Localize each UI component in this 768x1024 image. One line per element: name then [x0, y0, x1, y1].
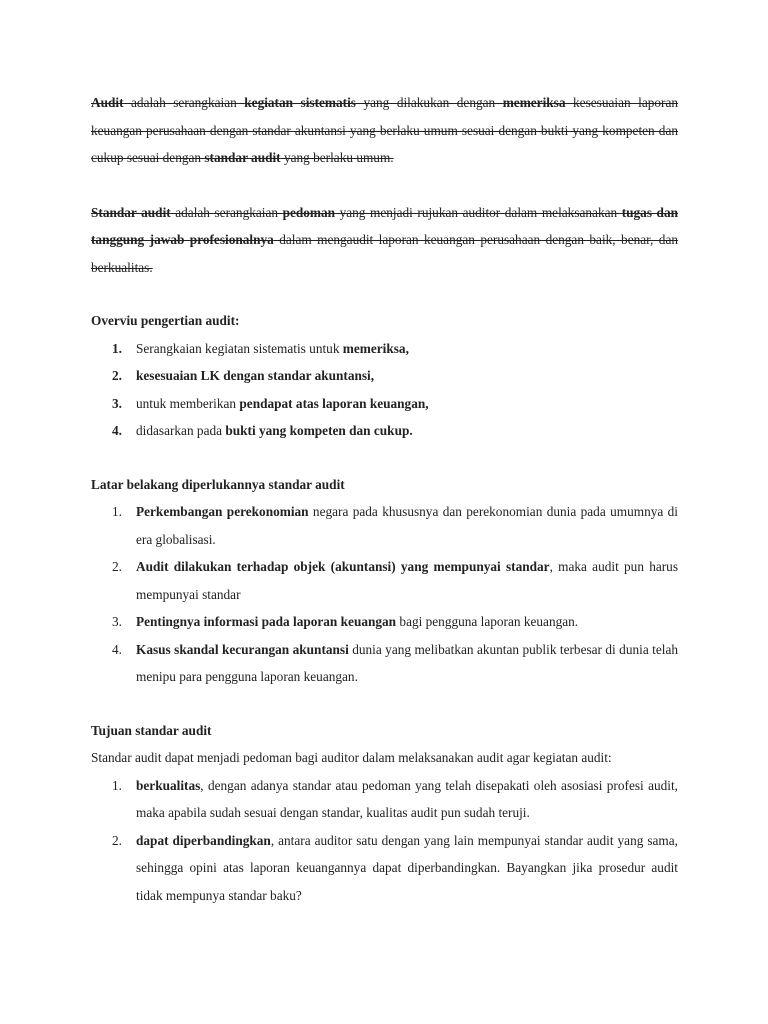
list-number: 4. — [112, 641, 122, 657]
list-number: 1. — [112, 504, 122, 519]
text-run: didasarkan pada — [136, 423, 226, 438]
list-number: 1. — [112, 340, 122, 356]
text-run: bagi pengguna laporan keuangan. — [396, 614, 579, 629]
text-run-bold: Perkembangan perekonomian — [136, 504, 309, 519]
list-item — [91, 498, 678, 553]
term-kegiatan-sistematis: kegiatan sistematis — [244, 95, 356, 110]
text-run-bold: memeriksa, — [342, 340, 409, 356]
term-standar-audit: Standar audit — [91, 204, 171, 220]
list-item — [91, 390, 678, 418]
text-run: yang dilakukan dengan — [355, 95, 503, 110]
tujuan-heading: Tujuan standar audit — [91, 722, 212, 738]
audit-definition-paragraph — [91, 89, 678, 172]
tujuan-list — [91, 772, 678, 910]
text-run-bold: dapat diperbandingkan — [136, 832, 271, 848]
spacer — [91, 281, 678, 307]
tujuan-intro: Standar audit dapat menjadi pedoman bagi auditor dalam melaksanakan audit agar kegiatan audit: — [91, 750, 612, 765]
spacer — [91, 445, 678, 471]
text-run: dunia yang melibatkan akuntan publik terbesar di dunia telah menipu para pengguna laporan keuangan. — [136, 641, 678, 684]
list-number: 3. — [112, 395, 122, 411]
spacer — [91, 691, 678, 717]
text-run: kesesuaian laporan keuangan perusahaan dengan standar akuntansi yang berlaku umum sesuai dengan bukti yang kompeten dan cukup sesuai dengan — [91, 95, 679, 165]
list-item — [91, 827, 678, 910]
text-run: , antara auditor satu dengan yang lain mempunyai standar audit yang sama, sehingga opini atas laporan keuangannya dapat diperbandingkan. Bayangkan jika prosedur audit tidak mempunya standar baku? — [136, 832, 679, 903]
list-item — [91, 608, 678, 636]
list-item — [91, 335, 678, 363]
text-run-bold: berkualitas — [136, 777, 201, 793]
list-item — [91, 553, 678, 608]
list-item — [91, 636, 678, 691]
text-run: negara pada khususnya dan perekonomian dunia pada umumnya di era globalisasi. — [136, 504, 678, 547]
term-audit: Audit — [91, 95, 124, 110]
text-run: yang menjadi rujukan auditor dalam melaksanakan — [335, 204, 622, 220]
text-run: , dengan adanya standar atau pedoman yang telah disepakati oleh asosiasi profesi audit, maka apabila sudah sesuai dengan standar, kualitas audit pun sudah teruji. — [136, 777, 678, 820]
list-number: 1. — [112, 777, 122, 793]
text-run-bold: Kasus skandal kecurangan akuntansi — [136, 641, 349, 657]
text-run: adalah serangkaian — [170, 204, 283, 220]
list-item — [91, 417, 678, 445]
standar-audit-definition-paragraph — [91, 199, 678, 282]
list-number: 3. — [112, 614, 122, 629]
text-run: Serangkaian kegiatan sistematis untuk — [136, 340, 343, 356]
text-run: , maka audit pun harus mempunyai standar — [136, 559, 679, 602]
text-run: untuk memberikan — [136, 395, 240, 411]
term-tugas-tanggung-jawab: tugas dan tanggung jawab profesionalnya — [91, 204, 678, 247]
text-run: yang berlaku umum. — [280, 150, 394, 165]
list-number: 2. — [112, 368, 122, 383]
latar-belakang-list — [91, 498, 678, 691]
list-item — [91, 362, 678, 390]
list-number: 4. — [112, 423, 122, 438]
term-pedoman: pedoman — [282, 204, 336, 220]
list-item — [91, 772, 678, 827]
overview-list — [91, 335, 678, 445]
list-number: 2. — [112, 832, 122, 848]
text-run-bold: bukti yang kompeten dan cukup. — [225, 423, 413, 438]
text-run: adalah serangkaian — [123, 95, 245, 110]
term-memeriksa: memeriksa — [502, 95, 566, 110]
text-run-bold: Audit dilakukan terhadap objek (akuntansi) yang mempunyai standar — [136, 559, 550, 574]
text-run-bold: Pentingnya informasi pada laporan keuangan — [136, 614, 397, 629]
text-run: dalam mengaudit laporan keuangan perusahaan dengan baik, benar, dan berkualitas. — [91, 232, 679, 275]
overview-heading: Overviu pengertian audit: — [91, 313, 240, 328]
latar-belakang-heading: Latar belakang diperlukannya standar audit — [91, 476, 345, 492]
text-run-bold: kesesuaian LK dengan standar akuntansi, — [136, 368, 375, 383]
spacer — [91, 172, 678, 199]
term-standar-audit: standar audit — [204, 150, 281, 165]
list-number: 2. — [112, 559, 122, 574]
text-run-bold: pendapat atas laporan keuangan, — [239, 395, 429, 411]
document-content — [91, 89, 678, 909]
